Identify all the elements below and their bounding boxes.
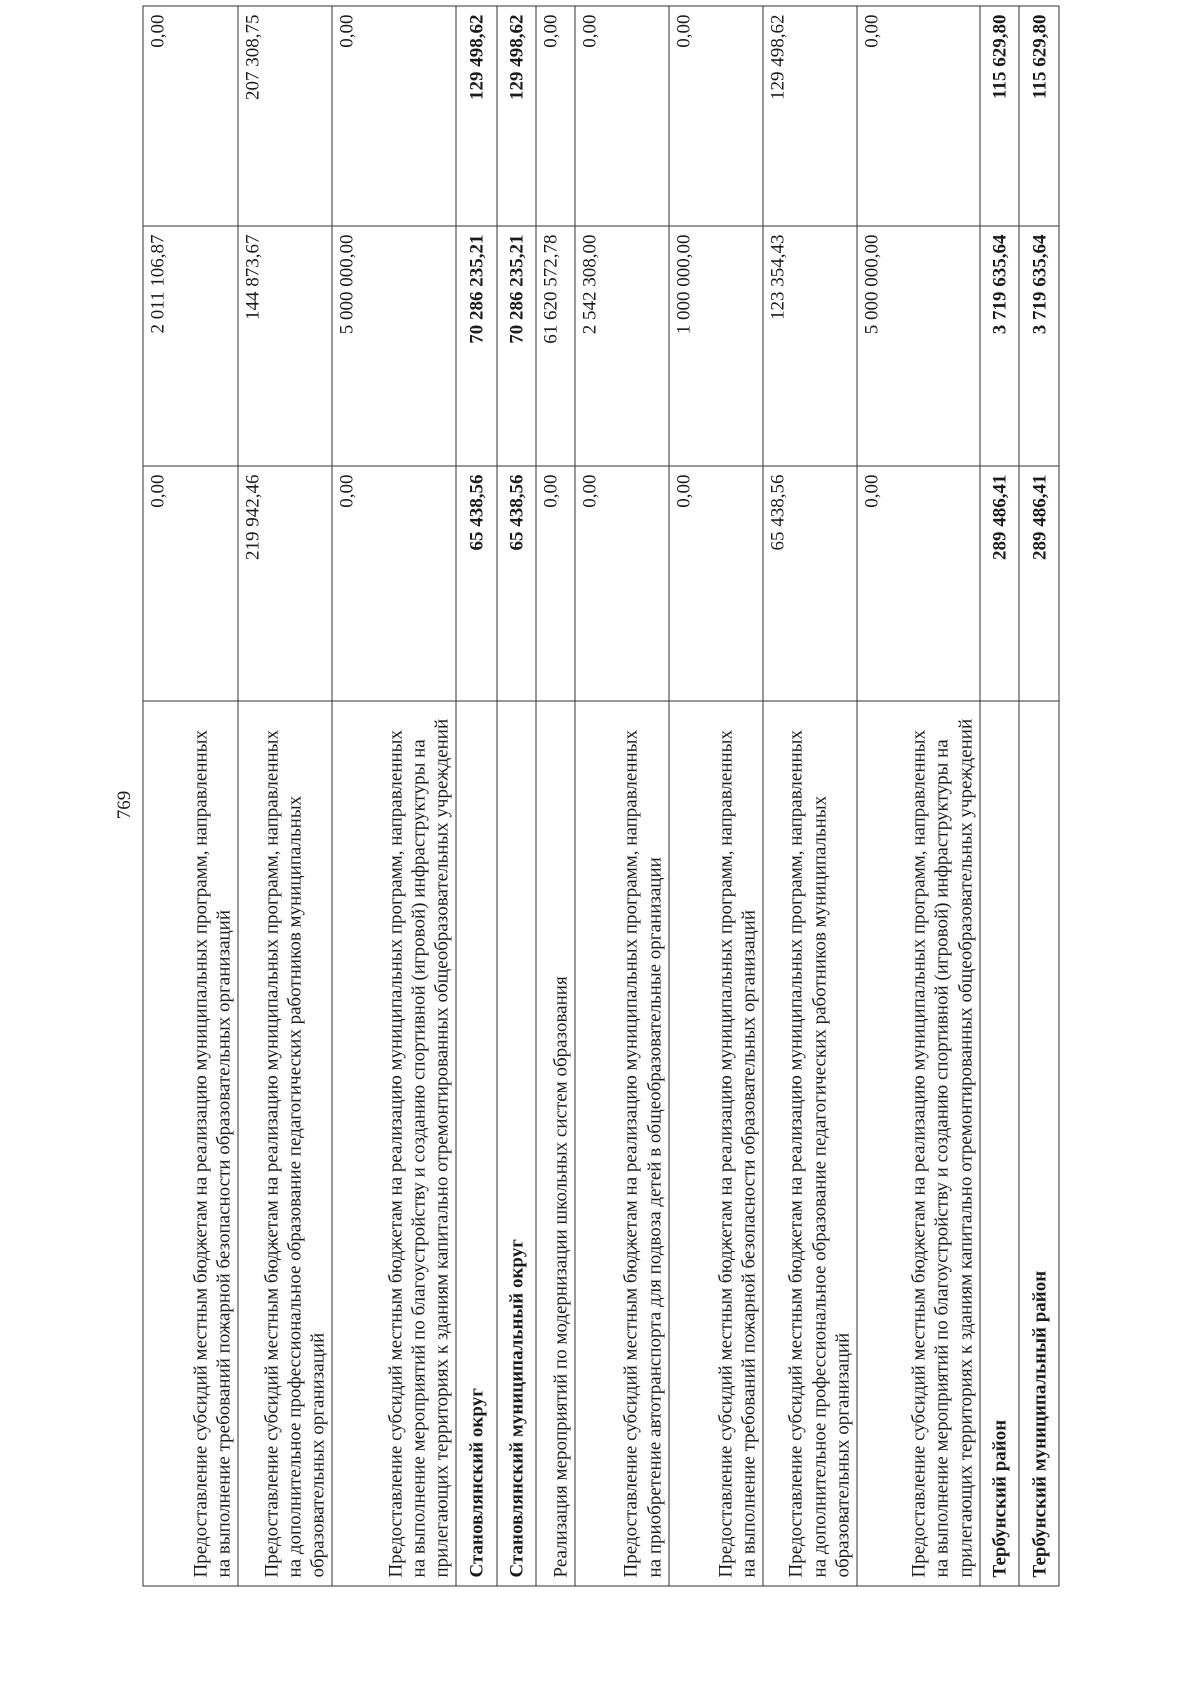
- value-col-3: 129 498,62: [456, 6, 497, 226]
- value-col-1: 0,00: [536, 466, 574, 701]
- value-col-1: 0,00: [143, 466, 238, 701]
- value-col-3: 0,00: [669, 6, 763, 226]
- table-row-subtotal: [1019, 6, 1059, 1586]
- row-label: Предоставление субсидий местным бюджетам на реализацию муниципальных программ, направленных на выполнение мероприятий по благоустройству и созданию спортивной (игровой) инфраструктуры на прилегающих территориях к зданиям капитально отремонтированных общеобразовательных учреждений: [857, 701, 980, 1586]
- value-col-1: 0,00: [575, 466, 669, 701]
- page-number: 769: [114, 790, 135, 820]
- table-row-subtotal: [456, 6, 497, 1586]
- value-col-2: 3 719 635,64: [980, 226, 1020, 466]
- table-row: [763, 6, 857, 1586]
- rotated-table-wrapper: [143, 7, 1060, 1587]
- row-label: Предоставление субсидий местным бюджетам на реализацию муниципальных программ, направленных на дополнительное профессиональное образование педагогических работников муниципальных образовательных организаций: [238, 701, 332, 1586]
- value-col-3: 129 498,62: [763, 6, 857, 226]
- value-col-2: 61 620 572,78: [536, 226, 574, 466]
- value-col-1: 289 486,41: [980, 466, 1020, 701]
- value-col-2: 1 000 000,00: [669, 226, 763, 466]
- table-row-subtotal: [980, 6, 1020, 1586]
- row-label: Предоставление субсидий местным бюджетам на реализацию муниципальных программ, направленных на выполнение требований пожарной безопасности образовательных организаций: [143, 701, 238, 1586]
- value-col-2: 5 000 000,00: [857, 226, 980, 466]
- table-row: [332, 6, 456, 1586]
- table-row-subtotal: [497, 6, 537, 1586]
- value-col-3: 0,00: [143, 6, 238, 226]
- row-label: Предоставление субсидий местным бюджетам на реализацию муниципальных программ, направленных на выполнение требований пожарной безопасности образовательных организаций: [669, 701, 763, 1586]
- row-label: Тербунский район: [980, 701, 1020, 1586]
- value-col-2: 5 000 000,00: [332, 226, 456, 466]
- value-col-1: 0,00: [857, 466, 980, 701]
- value-col-2: 123 354,43: [763, 226, 857, 466]
- value-col-1: 0,00: [669, 466, 763, 701]
- value-col-2: 3 719 635,64: [1019, 226, 1059, 466]
- value-col-2: 70 286 235,21: [456, 226, 497, 466]
- row-label: Предоставление субсидий местным бюджетам на реализацию муниципальных программ, направленных на приобретение автотранспорта для подвоза детей в общеобразовательные организации: [575, 701, 669, 1586]
- row-label: Тербунский муниципальный район: [1019, 701, 1059, 1586]
- row-label: Предоставление субсидий местным бюджетам на реализацию муниципальных программ, направленных на дополнительное профессиональное образование педагогических работников муниципальных образовательных организаций: [763, 701, 857, 1586]
- row-label: Предоставление субсидий местным бюджетам на реализацию муниципальных программ, направленных на выполнение мероприятий по благоустройству и созданию спортивной (игровой) инфраструктуры на прилегающих территориях к зданиям капитально отремонтированных общеобразовательных учреждений: [332, 701, 456, 1586]
- table-row: [575, 6, 669, 1586]
- value-col-1: 289 486,41: [1019, 466, 1059, 701]
- table-row: [669, 6, 763, 1586]
- value-col-3: 0,00: [575, 6, 669, 226]
- value-col-3: 115 629,80: [980, 6, 1020, 226]
- table-row: [143, 6, 238, 1586]
- value-col-1: 65 438,56: [456, 466, 497, 701]
- value-col-1: 65 438,56: [763, 466, 857, 701]
- value-col-2: 144 873,67: [238, 226, 332, 466]
- row-label: Реализация мероприятий по модернизации школьных систем образования: [536, 701, 574, 1586]
- value-col-2: 2 542 308,00: [575, 226, 669, 466]
- value-col-2: 70 286 235,21: [497, 226, 537, 466]
- budget-table: [143, 6, 1060, 1587]
- value-col-3: 0,00: [857, 6, 980, 226]
- value-col-3: 0,00: [332, 6, 456, 226]
- table-row: [857, 6, 980, 1586]
- value-col-3: 0,00: [536, 6, 574, 226]
- row-label: Становлянский муниципальный округ: [497, 701, 537, 1586]
- value-col-1: 0,00: [332, 466, 456, 701]
- value-col-3: 115 629,80: [1019, 6, 1059, 226]
- value-col-3: 207 308,75: [238, 6, 332, 226]
- value-col-1: 219 942,46: [238, 466, 332, 701]
- table-row: [238, 6, 332, 1586]
- row-label: Становлянский округ: [456, 701, 497, 1586]
- value-col-2: 2 011 106,87: [143, 226, 238, 466]
- value-col-3: 129 498,62: [497, 6, 537, 226]
- table-row: [536, 6, 574, 1586]
- value-col-1: 65 438,56: [497, 466, 537, 701]
